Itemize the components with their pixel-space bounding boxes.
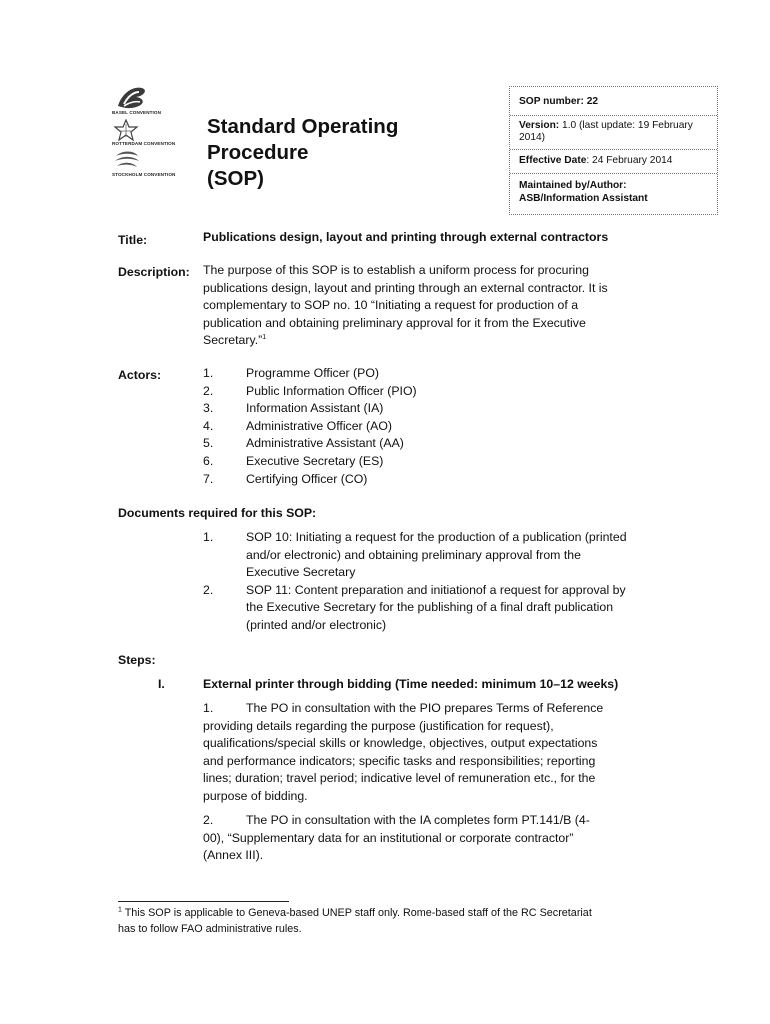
description-label: Description:: [118, 265, 190, 279]
effective-date-value: : 24 February 2014: [586, 154, 673, 166]
stockholm-logo-icon: [112, 150, 142, 172]
document-title: [207, 114, 497, 192]
rotterdam-logo-label: ROTTERDAM CONVENTION: [112, 141, 176, 146]
documents-heading: Documents required for this SOP:: [118, 506, 317, 520]
description-line: publications design, layout and printing through an external contractor. It is: [203, 280, 608, 295]
actors-list: [203, 365, 417, 488]
title-value: Publications design, layout and printing through external contractors: [203, 230, 609, 244]
title-label: Title:: [118, 233, 148, 247]
actor-item: 5. Administrative Assistant (AA): [203, 436, 404, 451]
basel-convention-logo: [112, 84, 204, 115]
sop-info-box: [509, 86, 718, 215]
description-line: Secretary.”$^1$: [203, 333, 267, 348]
maintained-by-value: ASB/Information Assistant: [519, 192, 648, 204]
actor-item: 4. Administrative Officer (AO): [203, 418, 393, 433]
basel-logo-icon: [112, 84, 152, 110]
maintained-by-label: Maintained by/Author:: [519, 180, 627, 191]
rotterdam-logo-icon: [112, 119, 140, 141]
steps-heading: Steps:: [118, 653, 156, 667]
step-1: 1. The PO in consultation with the PIO prepares Terms of Reference providing details regarding the purpose (justification for request), qualifications/special skills or knowledge, objectives, output expectations and performance indicators; specific tasks and responsibilities; reporting lines; duration; travel period; indicative level of remuneration etc., for the purpose of bidding.: [203, 700, 643, 806]
convention-logos: [112, 84, 204, 180]
version-label: Version:: [519, 119, 560, 131]
section-title: External printer through bidding (Time needed: minimum 10–12 weeks): [203, 677, 619, 691]
actor-item: 7. Certifying Officer (CO): [203, 471, 368, 486]
actors-label: Actors:: [118, 368, 162, 382]
step-2: 2. The PO in consultation with the IA completes form PT.141/B (4- 00), “Supplementary data for an institutional or corporate contractor” (Annex III).: [203, 812, 643, 865]
step-1-first-line: 1. The PO in consultation with the PIO prepares Terms of Reference: [203, 701, 604, 715]
documents-list: [203, 529, 627, 635]
footnote-number: 1: [118, 906, 122, 914]
actor-item: 6. Executive Secretary (ES): [203, 453, 384, 468]
sop-maintained-by: [510, 174, 717, 214]
footnote-ref: 1: [262, 334, 267, 342]
sop-effective-date: [510, 150, 717, 175]
description-line: publication and obtaining preliminary approval for it from the Executive: [203, 315, 586, 330]
footnote: [118, 906, 648, 937]
effective-date-label: Effective Date: [519, 154, 587, 166]
description-line: The purpose of this SOP is to establish a uniform process for procuring: [203, 263, 589, 277]
description-text: [203, 262, 643, 350]
section-number: I.: [158, 677, 165, 691]
document-item: 2. SOP 11: Content preparation and initiationof a request for approval by the Executive Secretary for the publishing of a final draft publication (printed and/or electronic): [203, 582, 626, 632]
step-2-first-line: 2. The PO in consultation with the IA completes form PT.141/B (4-: [203, 813, 590, 827]
basel-logo-label: BASEL CONVENTION: [112, 110, 161, 115]
document-title-line2: (SOP): [207, 167, 264, 190]
actor-item: 3. Information Assistant (IA): [203, 401, 384, 416]
footnote-line: has to follow FAO administrative rules.: [118, 922, 302, 935]
version-value: 1.0 (last update: 19 February 2014): [519, 119, 693, 143]
actor-item: 1. Programme Officer (PO): [203, 366, 380, 380]
footnote-divider: [118, 901, 289, 902]
rotterdam-convention-logo: [112, 119, 204, 146]
document-item: 1. SOP 10: Initiating a request for the production of a publication (printed and/or electronic) and obtaining preliminary approval from the Executive Secretary: [203, 530, 627, 580]
actor-item: 2. Public Information Officer (PIO): [203, 383, 417, 398]
footnote-line: This SOP is applicable to Geneva-based UNEP staff only. Rome-based staff of the RC Secretariat: [121, 907, 592, 919]
sop-number: SOP number: 22: [510, 87, 717, 116]
document-title-line1: Standard Operating Procedure: [207, 115, 399, 164]
stockholm-logo-label: STOCKHOLM CONVENTION: [112, 172, 176, 177]
description-line: complementary to SOP no. 10 “Initiating a request for production of a: [203, 298, 579, 313]
stockholm-convention-logo: [112, 150, 204, 177]
sop-version: [510, 116, 717, 150]
